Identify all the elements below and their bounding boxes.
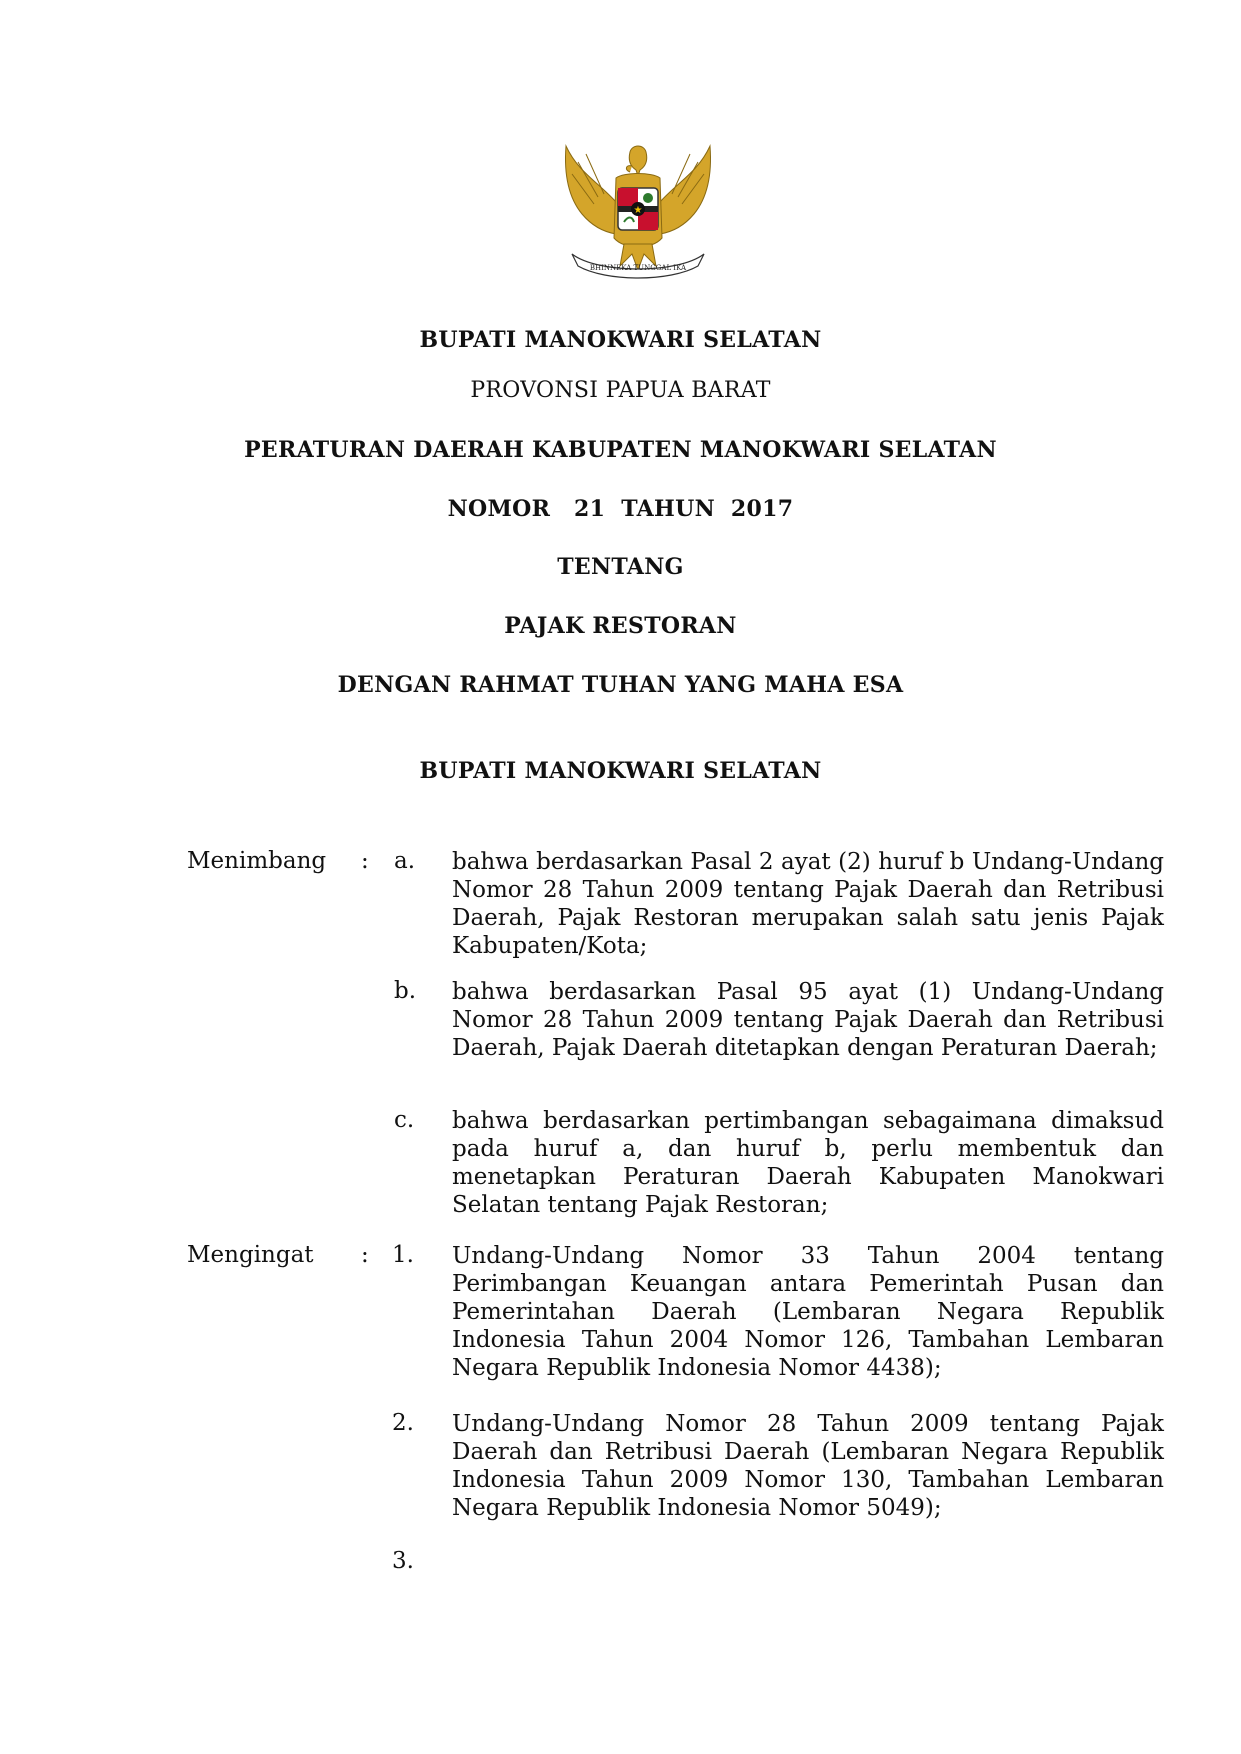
regulation-subject: PAJAK RESTORAN xyxy=(504,613,737,639)
mengingat-marker-2: 2. xyxy=(392,1410,414,1436)
mengingat-item-1: Undang-Undang Nomor 33 Tahun 2004 tentang Perimbangan Keuangan antara Pemerintah Pusan dan Pemerintahan Daerah (Lembaran Negara Republik Indonesia Tahun 2004 Nomor 126, Tambahan Lembaran Negara Republik Indonesia Nomor 4438); xyxy=(452,1243,1164,1381)
authority-title: BUPATI MANOKWARI SELATAN xyxy=(419,758,822,784)
svg-text:★: ★ xyxy=(633,205,643,216)
about-label: TENTANG xyxy=(557,554,684,580)
menimbang-item-b: bahwa berdasarkan Pasal 95 ayat (1) Undang-Undang Nomor 28 Tahun 2009 tentang Pajak Daerah dan Retribusi Daerah, Pajak Daerah ditetapkan dengan Peraturan Daerah; xyxy=(452,979,1164,1061)
mengingat-marker-3: 3. xyxy=(392,1548,414,1574)
blessing-line: DENGAN RAHMAT TUHAN YANG MAHA ESA xyxy=(337,672,904,698)
mengingat-item-2: Undang-Undang Nomor 28 Tahun 2009 tentang Pajak Daerah dan Retribusi Daerah (Lembaran Negara Republik Indonesia Tahun 2009 Nomor 130, Tambahan Lembaran Negara Republik Indonesia Nomor 5049); xyxy=(452,1411,1164,1521)
garuda-emblem xyxy=(558,142,718,284)
mengingat-label: Mengingat xyxy=(187,1242,314,1268)
menimbang-marker-a: a. xyxy=(394,848,416,874)
regulation-number: NOMOR 21 TAHUN 2017 xyxy=(447,496,794,522)
menimbang-marker-c: c. xyxy=(394,1107,415,1133)
mengingat-marker-1: 1. xyxy=(392,1242,414,1268)
header-title: BUPATI MANOKWARI SELATAN xyxy=(419,327,822,353)
regulation-title: PERATURAN DAERAH KABUPATEN MANOKWARI SELATAN xyxy=(244,437,997,463)
menimbang-item-c: bahwa berdasarkan pertimbangan sebagaimana dimaksud pada huruf a, dan huruf b, perlu membentuk dan menetapkan Peraturan Daerah Kabupaten Manokwari Selatan tentang Pajak Restoran; xyxy=(452,1108,1164,1218)
menimbang-marker-b: b. xyxy=(394,978,417,1004)
menimbang-item-a: bahwa berdasarkan Pasal 2 ayat (2) huruf b Undang-Undang Nomor 28 Tahun 2009 tentang Pajak Daerah dan Retribusi Daerah, Pajak Restoran merupakan salah satu jenis Pajak Kabupaten/Kota; xyxy=(452,849,1164,959)
menimbang-colon: : xyxy=(361,848,369,874)
mengingat-colon: : xyxy=(361,1242,369,1268)
province-name: PROVONSI PAPUA BARAT xyxy=(470,378,771,403)
menimbang-label: Menimbang xyxy=(187,848,327,874)
emblem-motto: BHINNEKA TUNGGAL IKA xyxy=(589,264,687,272)
